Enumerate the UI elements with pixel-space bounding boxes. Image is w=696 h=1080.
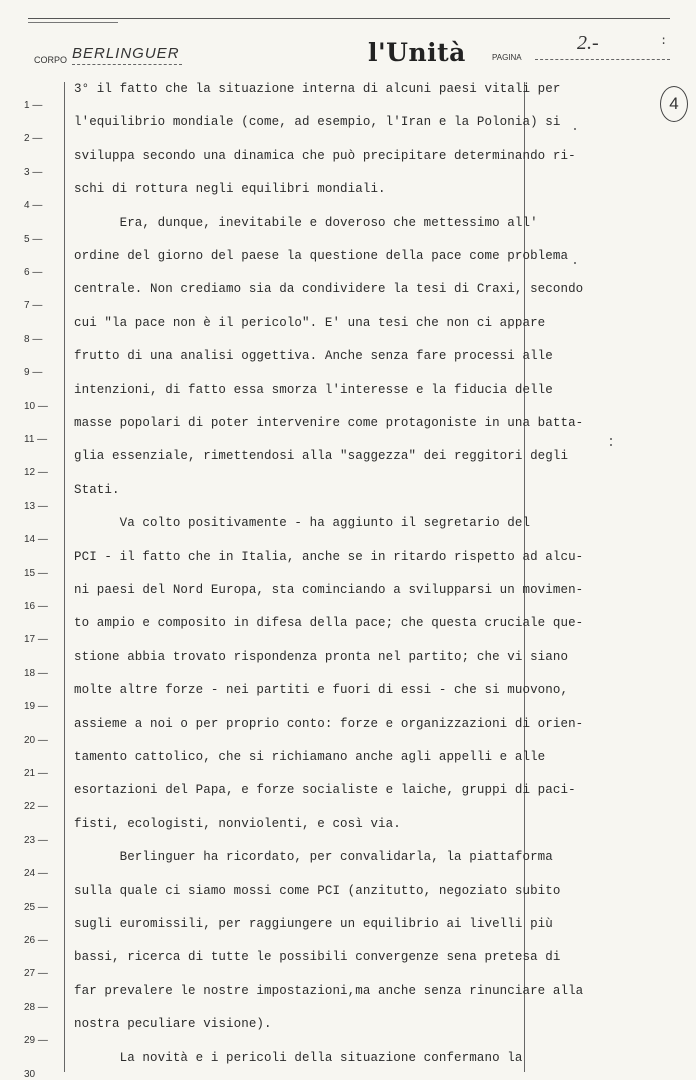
pagina-label: PAGINA (492, 53, 522, 62)
text-line: stione abbia trovato rispondenza pronta nel partito; che vi siano (74, 649, 569, 664)
line-number: 6 — (24, 267, 43, 278)
text-line: to ampio e composito in difesa della pace; che questa cruciale que- (74, 616, 584, 631)
margin-dot (574, 128, 576, 130)
line-number: 20 — (24, 734, 48, 746)
text-line: glia essenziale, rimettendosi alla "saggezza" dei reggitori degli (74, 449, 569, 464)
line-number: 18 — (24, 667, 48, 679)
circled-page-number: 4 (660, 86, 688, 122)
text-line: Berlinguer ha ricordato, per convalidarla, la piattaforma (74, 850, 553, 865)
corpo-label: CORPO (34, 55, 68, 65)
line-number: 3 — (24, 166, 43, 178)
line-number: 14 — (24, 534, 48, 546)
text-line: Va colto positivamente - ha aggiunto il segretario del (74, 516, 531, 531)
line-number: 2 — (24, 133, 43, 145)
text-line: l'equilibrio mondiale (come, ad esempio, l'Iran e la Polonia) si (74, 115, 561, 130)
line-number: 9 — (24, 367, 43, 379)
line-number: 26 — (24, 935, 48, 946)
text-line: nostra peculiare visione). (74, 1017, 272, 1032)
top-rule-short (28, 22, 118, 23)
line-number: 11 — (24, 434, 48, 445)
text-line: Era, dunque, inevitabile e doveroso che mettessimo all' (74, 215, 538, 230)
top-rule (28, 18, 670, 19)
text-line: frutto di una analisi oggettiva. Anche senza fare processi alle (74, 349, 553, 364)
text-line: La novità e i pericoli della situazione confermano la (74, 1050, 523, 1065)
line-number: 19 — (24, 701, 48, 713)
masthead-logo: l'Unità (368, 38, 466, 67)
text-line: 3° il fatto che la situazione interna di alcuni paesi vitali per (74, 82, 561, 96)
text-line: sulla quale ci siamo mossi come PCI (anzitutto, negoziato subito (74, 883, 561, 898)
line-number: 7 — (24, 300, 43, 312)
line-number: 23 — (24, 834, 48, 846)
text-line: tamento cattolico, che si richiamano anche agli appelli e alle (74, 750, 546, 764)
line-number: 24 — (24, 868, 48, 880)
margin-dot (610, 438, 612, 440)
text-line: intenzioni, di fatto essa smorza l'interesse e la fiducia delle (74, 382, 553, 397)
line-number: 29 — (24, 1035, 48, 1047)
corner-mark: : (660, 34, 668, 48)
line-number: 28 — (24, 1001, 48, 1013)
text-line: sugli euromissili, per raggiungere un equilibrio ai livelli più (74, 917, 553, 931)
line-number: 25 — (24, 901, 48, 913)
line-number: 10 — (24, 400, 48, 412)
line-number: 1 — (24, 100, 43, 111)
margin-dot (610, 444, 612, 446)
text-line: cui "la pace non è il pericolo". E' una tesi che non ci appare (74, 315, 546, 330)
line-number: 15 — (24, 567, 48, 579)
line-number: 17 — (24, 634, 48, 646)
text-line: ni paesi del Nord Europa, sta cominciando a svilupparsi un movimen- (74, 583, 584, 597)
text-line: centrale. Non crediamo sia da condividere la tesi di Craxi, secondo (74, 282, 584, 297)
text-line: Stati. (74, 482, 120, 497)
text-line: sviluppa secondo una dinamica che può precipitare determinando ri- (74, 148, 576, 163)
line-number: 16 — (24, 601, 48, 612)
line-number: 12 — (24, 467, 48, 479)
text-line: assieme a noi o per proprio conto: forze e organizzazioni di orien- (74, 716, 584, 731)
line-number: 21 — (24, 768, 48, 779)
text-line: molte altre forze - nei partiti e fuori di essi - che si muovono, (74, 683, 569, 698)
corpo-value: BERLINGUER (72, 44, 182, 65)
line-number: 4 — (24, 200, 43, 212)
text-line: bassi, ricerca di tutte le possibili convergenze sena pretesa di (74, 950, 561, 965)
line-number: 5 — (24, 233, 43, 245)
line-number: 27 — (24, 968, 48, 980)
text-line: masse popolari di poter intervenire come protagoniste in una batta- (74, 416, 584, 430)
text-line: schi di rottura negli equilibri mondiali. (74, 182, 386, 197)
line-number: 30 (24, 1068, 36, 1080)
text-line: fisti, ecologisti, nonviolenti, e così via. (74, 816, 401, 831)
margin-dot (574, 262, 576, 264)
line-number: 22 — (24, 801, 48, 813)
text-line: PCI - il fatto che in Italia, anche se in ritardo rispetto ad alcu- (74, 549, 584, 564)
line-number: 8 — (24, 333, 43, 345)
line-number: 13 — (24, 500, 48, 512)
text-line: ordine del giorno del paese la questione della pace come problema (74, 249, 569, 263)
text-line: esortazioni del Papa, e forze socialiste e laiche, gruppi di paci- (74, 783, 576, 798)
pagina-value: 2.- (535, 30, 670, 60)
text-line: far prevalere le nostre impostazioni,ma anche senza rinunciare alla (74, 983, 584, 998)
